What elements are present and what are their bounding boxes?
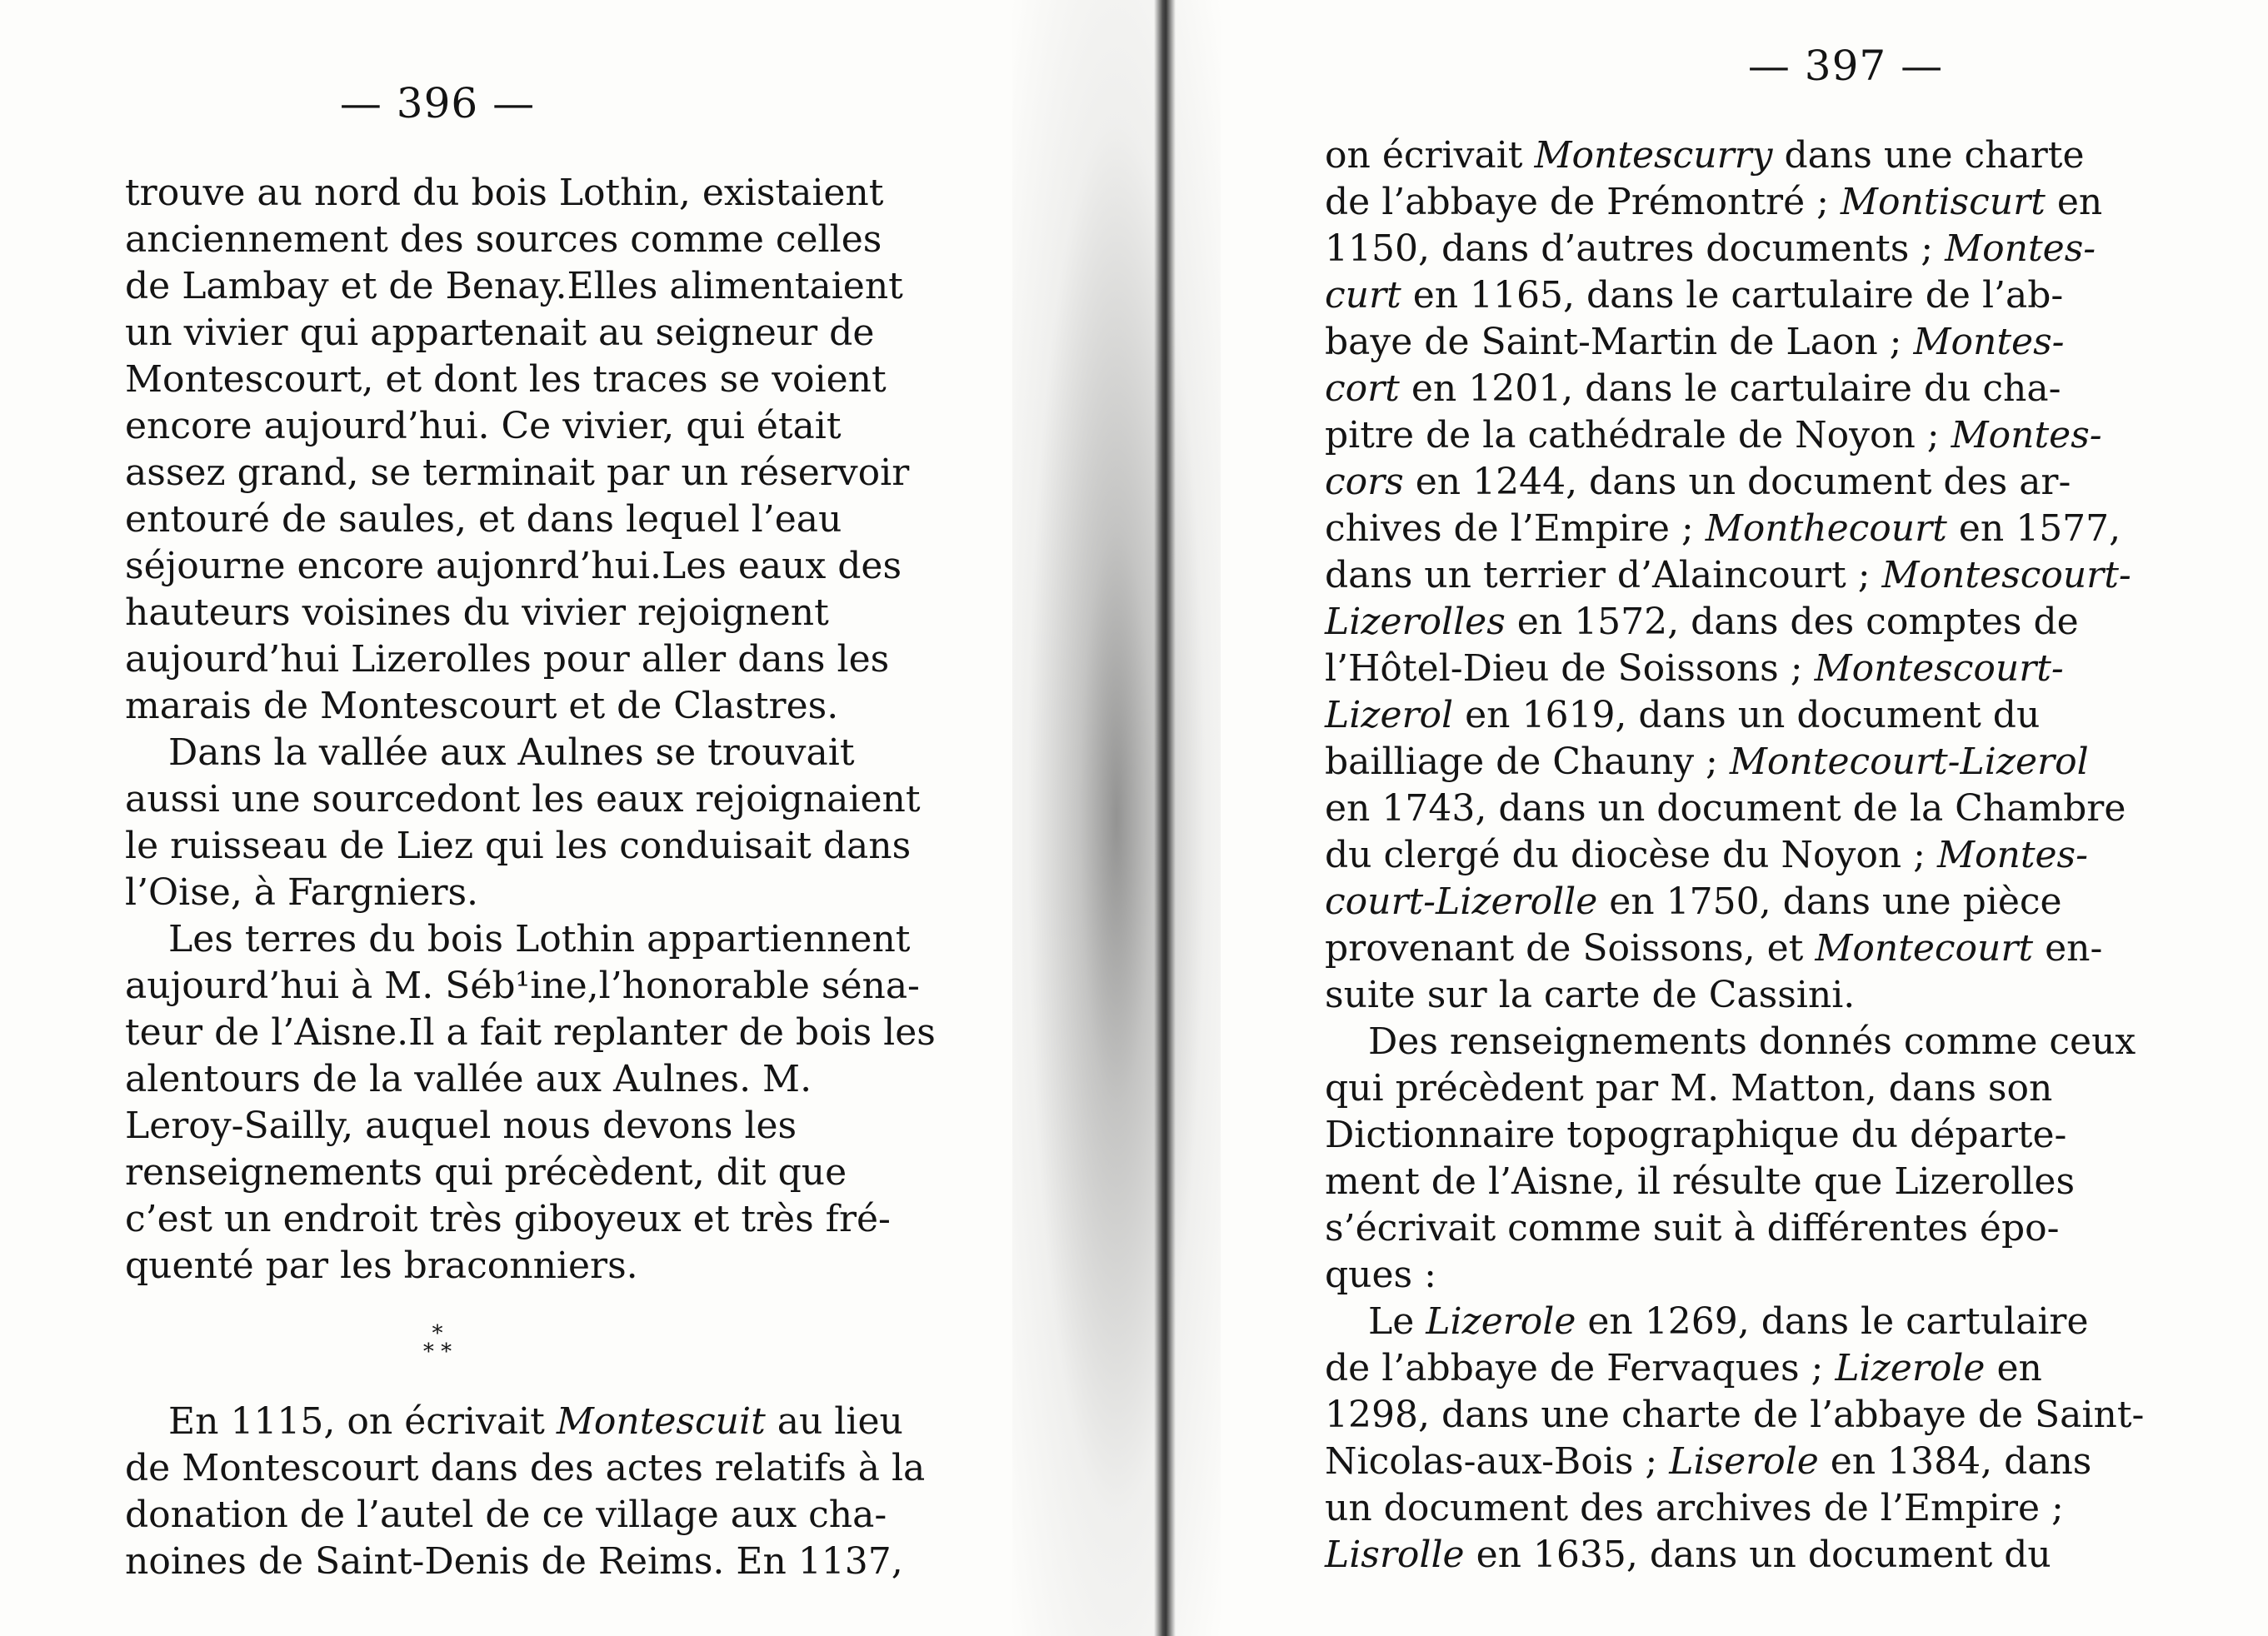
text-line: cort en 1201, dans le cartulaire du cha- <box>1325 367 2061 410</box>
text-line: Montescourt, et dont les traces se voient <box>125 358 887 401</box>
text-line: encore aujourd’hui. Ce vivier, qui était <box>125 405 842 447</box>
text-line: en 1743, dans un document de la Chambre <box>1325 787 2126 830</box>
text-line: Lizerol en 1619, dans un document du <box>1325 694 2041 736</box>
text-line: Leroy-Sailly, auquel nous devons les <box>125 1105 797 1147</box>
page-number: — 396 — <box>339 79 536 127</box>
text-line: de l’abbaye de Fervaques ; Lizerole en <box>1325 1347 2042 1389</box>
text-line: Dans la vallée aux Aulnes se trouvait <box>168 731 855 774</box>
text-line: ment de l’Aisne, il résulte que Lizerolles <box>1325 1160 2076 1203</box>
text-line: baye de Saint-Martin de Laon ; Montes- <box>1325 321 2065 363</box>
text-line: 1298, dans une charte de l’abbaye de Saint- <box>1325 1394 2145 1436</box>
text-line: c’est un endroit très giboyeux et très fré- <box>125 1198 891 1240</box>
text-line: pitre de la cathédrale de Noyon ; Montes- <box>1325 414 2102 456</box>
text-line: aussi une sourcedont les eaux rejoignaient <box>125 778 921 820</box>
text-line: curt en 1165, dans le cartulaire de l’ab- <box>1325 274 2064 317</box>
text-line: entouré de saules, et dans lequel l’eau <box>125 498 842 541</box>
text-line: un vivier qui appartenait au seigneur de <box>125 312 875 354</box>
text-line: ques : <box>1325 1254 1436 1296</box>
text-line: séjourne encore aujonrd’hui.Les eaux des <box>125 545 902 587</box>
text-line: Le Lizerole en 1269, dans le cartulaire <box>1368 1300 2089 1343</box>
text-line: court-Lizerolle en 1750, dans une pièce <box>1325 880 2062 923</box>
text-line: anciennement des sources comme celles <box>125 218 882 261</box>
text-line: bailliage de Chauny ; Montecourt-Lizerol <box>1325 741 2089 783</box>
text-line: cors en 1244, dans un document des ar- <box>1325 461 2071 503</box>
section-separator <box>8 1321 867 1364</box>
text-line: provenant de Soissons, et Montecourt en- <box>1325 927 2103 970</box>
text-line: assez grand, se terminait par un réservoir <box>125 451 910 494</box>
text-line: noines de Saint-Denis de Reims. En 1137, <box>125 1540 903 1583</box>
separator-star-top: * <box>432 1321 443 1346</box>
text-line: donation de l’autel de ce village aux cha- <box>125 1494 887 1536</box>
text-line: teur de l’Aisne.Il a fait replanter de bois les <box>125 1011 936 1054</box>
text-line: dans un terrier d’Alaincourt ; Montescourt- <box>1325 554 2131 596</box>
text-line: trouve au nord du bois Lothin, existaient <box>125 172 884 214</box>
text-line: de Lambay et de Benay.Elles alimentaient <box>125 265 903 307</box>
text-line: Lizerolles en 1572, dans des comptes de <box>1325 601 2079 643</box>
text-line: Dictionnaire topographique du départe- <box>1325 1114 2067 1156</box>
text-line: Les terres du bois Lothin appartiennent <box>168 918 911 960</box>
text-line: chives de l’Empire ; Monthecourt en 1577, <box>1325 507 2121 550</box>
book-gutter-shadow <box>1012 0 1221 1636</box>
text-line: de l’abbaye de Prémontré ; Montiscurt en <box>1325 181 2103 223</box>
text-line: hauteurs voisines du vivier rejoignent <box>125 591 829 634</box>
book-spine-fold <box>1154 0 1176 1636</box>
text-line: un document des archives de l’Empire ; <box>1325 1487 2064 1529</box>
text-line: l’Oise, à Fargniers. <box>125 871 479 914</box>
text-line: le ruisseau de Liez qui les conduisait dans <box>125 825 912 867</box>
left-page <box>125 0 983 1636</box>
text-line: suite sur la carte de Cassini. <box>1325 974 1856 1016</box>
text-line: on écrivait Montescurry dans une charte <box>1325 134 2085 177</box>
text-line: Des renseignements donnés comme ceux <box>1368 1020 2136 1063</box>
separator-star-bottom: * * <box>422 1339 452 1364</box>
text-line: du clergé du diocèse du Noyon ; Montes- <box>1325 834 2088 876</box>
text-line: de Montescourt dans des actes relatifs à la <box>125 1447 926 1489</box>
page-number: — 397 — <box>1747 42 1944 90</box>
text-line: l’Hôtel-Dieu de Soissons ; Montescourt- <box>1325 647 2064 690</box>
text-line: renseignements qui précèdent, dit que <box>125 1151 847 1194</box>
text-line: En 1115, on écrivait Montescuit au lieu <box>168 1400 903 1443</box>
right-page <box>1325 0 2183 1636</box>
text-line: marais de Montescourt et de Clastres. <box>125 685 839 727</box>
text-line: qui précèdent par M. Matton, dans son <box>1325 1067 2053 1110</box>
text-line: 1150, dans d’autres documents ; Montes- <box>1325 227 2096 270</box>
text-line: quenté par les braconniers. <box>125 1244 638 1287</box>
text-line: s’écrivait comme suit à différentes épo- <box>1325 1207 2060 1249</box>
text-line: aujourd’hui à M. Séb¹ine,l’honorable séna- <box>125 965 920 1007</box>
text-line: aujourd’hui Lizerolles pour aller dans les <box>125 638 890 681</box>
text-line: Nicolas-aux-Bois ; Liserole en 1384, dans <box>1325 1440 2092 1483</box>
text-line: alentours de la vallée aux Aulnes. M. <box>125 1058 812 1100</box>
text-line: Lisrolle en 1635, dans un document du <box>1325 1534 2051 1576</box>
